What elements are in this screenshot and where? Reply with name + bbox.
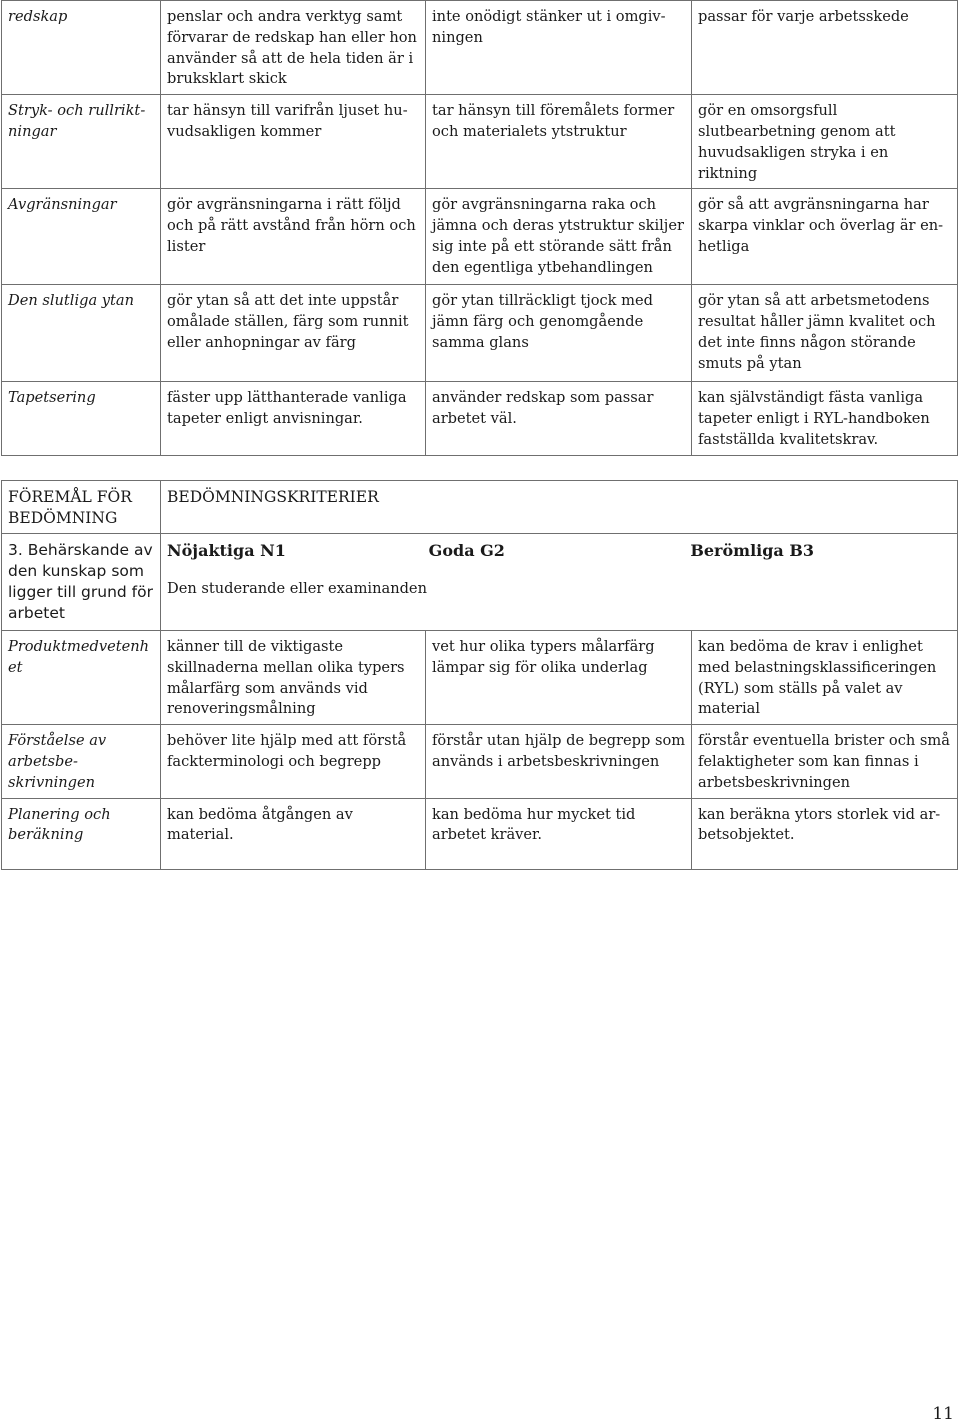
table-row [2, 285, 958, 382]
row-label: Den slutliga ytan [2, 285, 161, 382]
cell-n1: penslar och andra verktyg samt förvarar de redskap han eller hon använder så att de hela tiden är i bruksklart skick [161, 1, 426, 95]
header-criteria: BEDÖMNINGSKRITERIER [161, 481, 958, 534]
criteria-table-bottom [1, 480, 958, 870]
grade-g2-label: Goda G2 [428, 541, 505, 560]
subject-note: Den studerande eller examinanden [167, 580, 427, 597]
cell-n1: kan bedöma åtgången av material. [161, 798, 426, 869]
cell-b3: kan beräkna ytors storlek vid arbetsobjektet. [692, 798, 958, 869]
table-row [2, 189, 958, 285]
cell-b3: gör en omsorgsfull slutbearbetning genom att huvudsakligen stryka i en riktning [692, 95, 958, 189]
table-row [2, 631, 958, 725]
cell-n1: behöver lite hjälp med att förstå fackterminologi och begrepp [161, 725, 426, 798]
section-title: 3. Behärskande av den kunskap som ligger till grund för arbetet [2, 534, 161, 631]
cell-b3: gör ytan så att arbetsmetodens resultat håller jämn kvalitet och det inte finns någon störande smuts på ytan [692, 285, 958, 382]
row-label: Förståelse av arbetsbeskrivningen [2, 725, 161, 798]
cell-g2: inte onödigt stänker ut i omgivningen [426, 1, 692, 95]
cell-g2: gör avgränsningarna raka och jämna och deras ytstruktur skiljer sig inte på ett störande sätt från den egentliga ytbehandlingen [426, 189, 692, 285]
cell-g2: använder redskap som passar arbetet väl. [426, 382, 692, 455]
grade-levels [167, 540, 952, 561]
table-row [2, 798, 958, 869]
cell-g2: vet hur olika typers målarfärg lämpar sig för olika underlag [426, 631, 692, 725]
cell-n1: känner till de viktigaste skillnaderna mellan olika typers målarfärg som används vid renoveringsmålning [161, 631, 426, 725]
cell-n1: gör ytan så att det inte uppstår omålade ställen, färg som runnit eller anhopningar av färg [161, 285, 426, 382]
grade-header-cell [161, 534, 958, 631]
row-label: Avgränsningar [2, 189, 161, 285]
cell-g2: tar hänsyn till föremålets former och materialets ytstruktur [426, 95, 692, 189]
row-label: redskap [2, 1, 161, 95]
table-subheader-row [2, 534, 958, 631]
cell-n1: fäster upp lätthanterade vanliga tapeter enligt anvisningar. [161, 382, 426, 455]
table-row [2, 95, 958, 189]
table-row [2, 725, 958, 798]
row-label: Tapetsering [2, 382, 161, 455]
cell-b3: passar för varje arbetsskede [692, 1, 958, 95]
grade-n1-label: Nöjaktiga N1 [167, 541, 286, 560]
row-label: Produktmedvetenhet [2, 631, 161, 725]
cell-b3: förstår eventuella brister och små felaktigheter som kan finnas i arbetsbeskrivningen [692, 725, 958, 798]
cell-b3: gör så att avgränsningarna har skarpa vinklar och överlag är enhetliga [692, 189, 958, 285]
row-label: Planering och beräkning [2, 798, 161, 869]
cell-g2: kan bedöma hur mycket tid arbetet kräver. [426, 798, 692, 869]
header-subject: FÖREMÅL FÖR BEDÖMNING [2, 481, 161, 534]
table-header-row [2, 481, 958, 534]
cell-g2: förstår utan hjälp de begrepp som används i arbetsbeskrivningen [426, 725, 692, 798]
cell-b3: kan självständigt fästa vanliga tapeter enligt i RYL-handboken fastställda kvalitetskrav. [692, 382, 958, 455]
table-row [2, 1, 958, 95]
criteria-table-top [1, 0, 958, 456]
cell-n1: gör avgränsningarna i rätt följd och på rätt avstånd från hörn och lister [161, 189, 426, 285]
page-number: 11 [932, 1404, 954, 1424]
cell-b3: kan bedöma de krav i enlighet med belastningsklassificeringen (RYL) som ställs på valet av material [692, 631, 958, 725]
table-row [2, 382, 958, 455]
row-label: Stryk- och rullriktningar [2, 95, 161, 189]
cell-g2: gör ytan tillräckligt tjock med jämn färg och genomgående samma glans [426, 285, 692, 382]
grade-b3-label: Berömliga B3 [690, 541, 815, 560]
cell-n1: tar hänsyn till varifrån ljuset huvudsakligen kommer [161, 95, 426, 189]
